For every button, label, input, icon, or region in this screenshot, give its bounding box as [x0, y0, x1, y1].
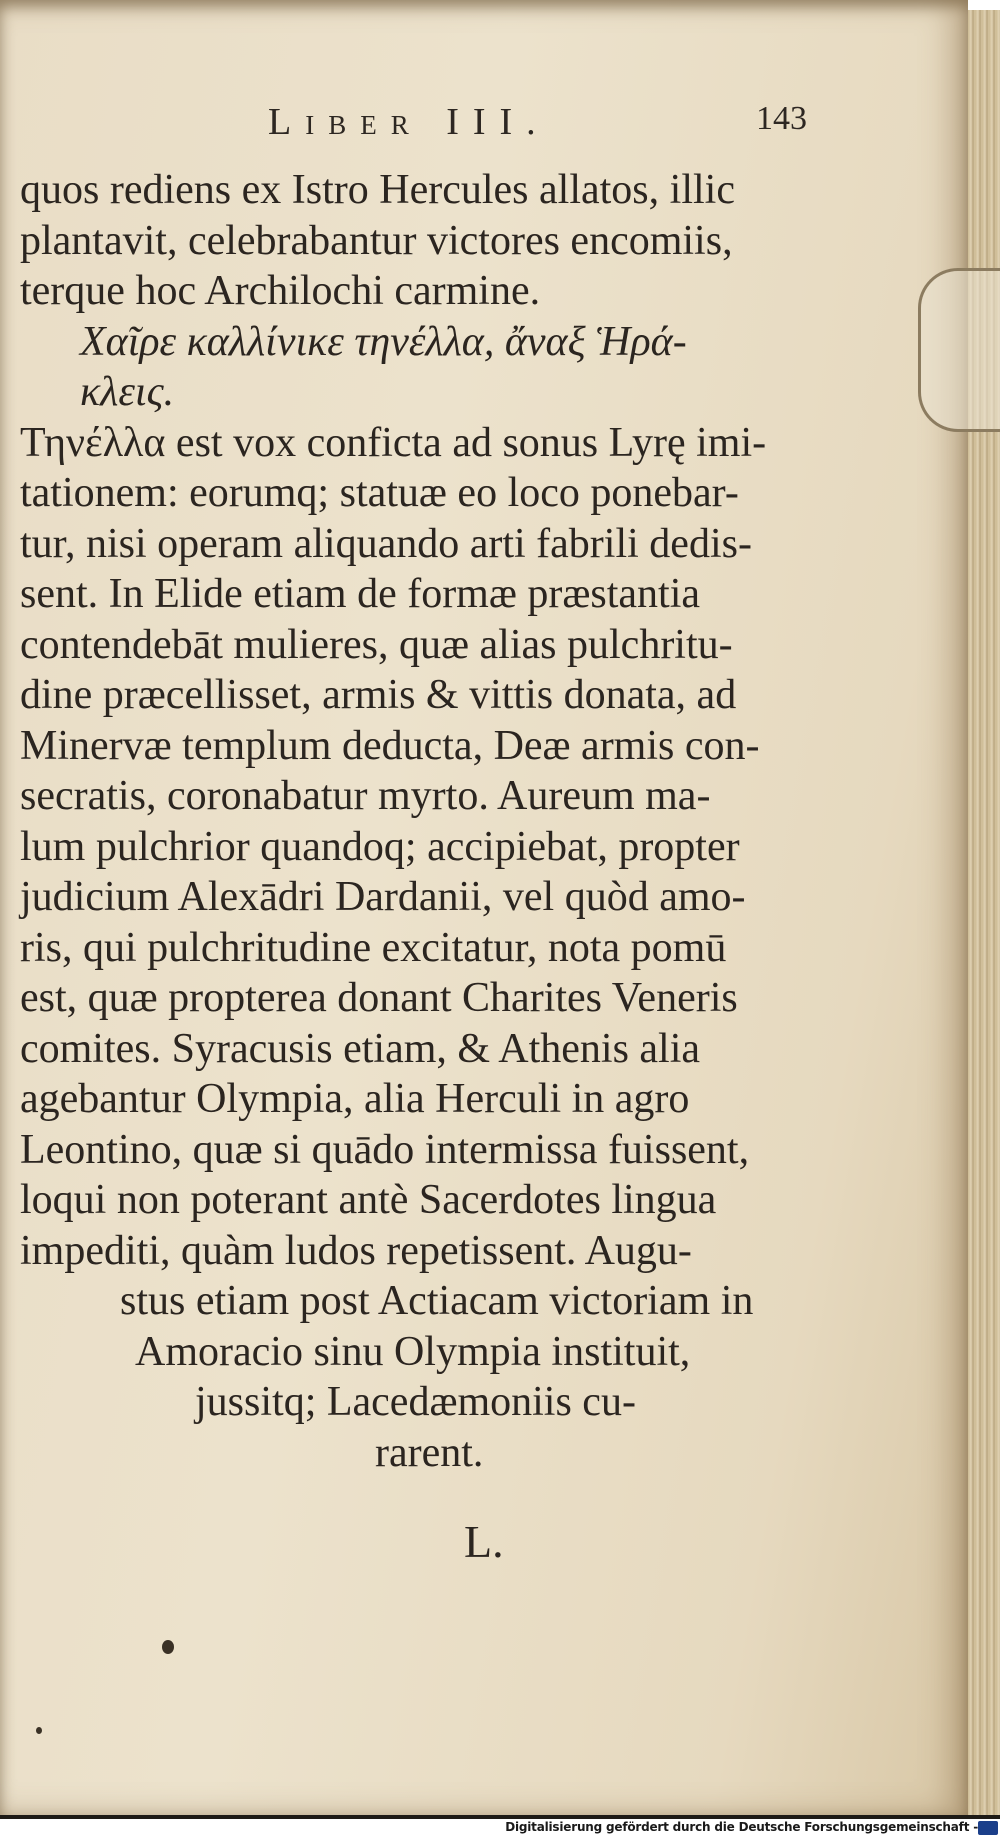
- page-tab-marker: [918, 268, 1000, 432]
- text-line: contendebāt mulieres, quæ alias pulchritu-: [20, 621, 733, 668]
- text-line: judicium Alexādri Dardanii, vel quòd amo-: [20, 874, 746, 920]
- text-line: rarent.: [375, 1429, 484, 1476]
- text-line: sent. In Elide etiam de formæ præstantia: [20, 571, 700, 617]
- greek-verse-line: κλεις.: [80, 369, 175, 415]
- text-line: loqui non poterant antè Sacerdotes lingua: [20, 1177, 717, 1223]
- text-line: secratis, coronabatur myrto. Aureum ma-: [20, 773, 711, 819]
- text-line: quos rediens ex Istro Hercules allatos, illic: [20, 167, 735, 213]
- text-line: ris, qui pulchritudine excitatur, nota pomū: [20, 924, 727, 971]
- text-line: stus etiam post Actiacam victoriam in: [120, 1278, 754, 1324]
- text-line: agebantur Olympia, alia Herculi in agro: [20, 1076, 690, 1122]
- running-head: Liber III.: [268, 101, 550, 143]
- greek-verse-line: Χαῖρε καλλίνικε τηνέλλα, ἄναξ Ἡρά-: [80, 318, 687, 365]
- text-line: dine præcellisset, armis & vittis donata, ad: [20, 672, 737, 718]
- text-line: terque hoc Archilochi carmine.: [20, 268, 541, 314]
- text-line: Minervæ templum deducta, Deæ armis con-: [20, 722, 760, 769]
- text-line: Amoracio sinu Olympia instituit,: [135, 1328, 691, 1375]
- text-line: tationem: eorumq; statuæ eo loco ponebar-: [20, 470, 739, 516]
- ink-spot: [36, 1727, 42, 1734]
- catchword: L.: [464, 1516, 504, 1567]
- text-line: est, quæ propterea donant Charites Veneris: [20, 975, 738, 1021]
- text-line: impediti, quàm ludos repetissent. Augu-: [20, 1227, 692, 1274]
- body-text: [20, 165, 830, 1478]
- digitization-credit: Digitalisierung gefördert durch die Deutsche Forschungsgemeinschaft -: [505, 1820, 978, 1834]
- text-line: Τηνέλλα est vox conficta ad sonus Lyrę imi-: [20, 419, 767, 466]
- text-line: jussitq; Lacedæmoniis cu-: [195, 1379, 636, 1425]
- text-line: Leontino, quæ si quādo intermissa fuissent,: [20, 1126, 750, 1173]
- text-line: comites. Syracusis etiam, & Athenis alia: [20, 1025, 701, 1072]
- text-line: tur, nisi operam aliquando arti fabrili dedis-: [20, 520, 752, 567]
- text-line: plantavit, celebrabantur victores encomiis,: [20, 217, 733, 264]
- page-number: 143: [756, 100, 807, 137]
- ink-spot: [162, 1640, 174, 1654]
- dfg-logo-icon: [978, 1821, 998, 1835]
- text-line: lum pulchrior quandoq; accipiebat, propter: [20, 823, 740, 870]
